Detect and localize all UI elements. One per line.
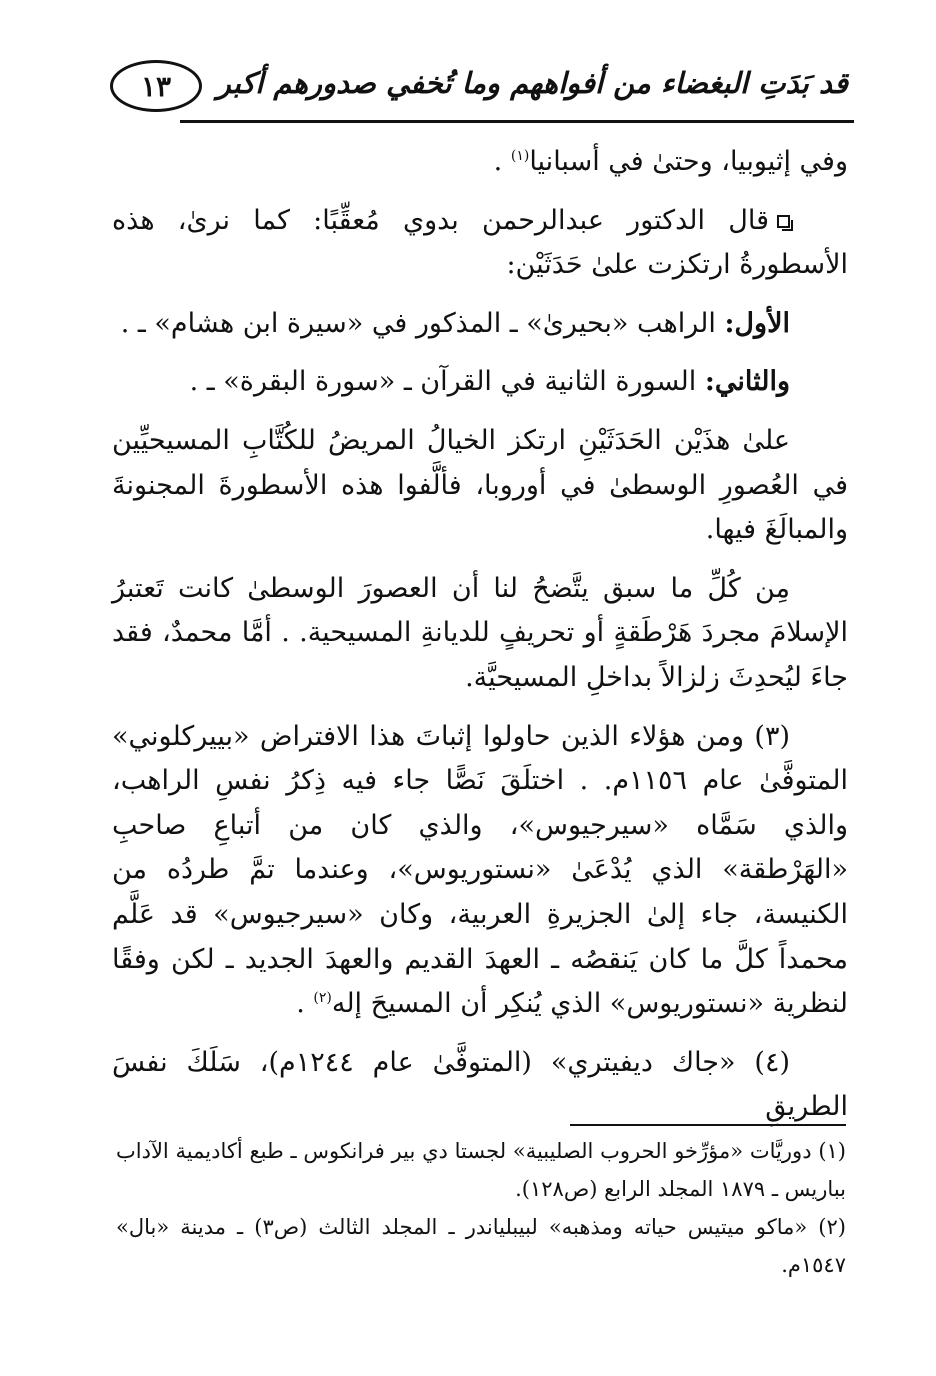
paragraph-6: مِن كُلِّ ما سبق يتَّضحُ لنا أن العصورَ الوسطىٰ كانت تَعتبرُ الإسلامَ مجردَ هَرْطَقةٍ أو تحريفٍ للديانةِ المسيحية. . أمَّا محمدٌ، فقد جاءَ ليُحدِثَ زلزالاً بداخلِ المسيحيَّة. — [112, 572, 848, 693]
footnote-2: (٢) «ماكو ميتيس حياته ومذهبه» لبيبلياندر ـ المجلد الثالث (ص٣) ـ مدينة «بال» ١٥٤٧م. — [116, 1215, 846, 1277]
paragraph-2 — [112, 199, 848, 288]
first-label: الأول: — [724, 307, 790, 339]
footnotes — [116, 1132, 846, 1284]
paragraph-5: علىٰ هذَيْن الحَدَثَيْنِ ارتكز الخيالُ المريضُ للكُتَّابِ المسيحيِّين في العُصورِ الوسطىٰ في أوروبا، فألَّفوا هذه الأسطورةَ المجنونةَ والمبالَغَ فيها. — [112, 424, 848, 546]
paragraph-1 — [112, 140, 848, 185]
main-text — [112, 140, 848, 1130]
header-rule — [180, 120, 854, 123]
paragraph-4 — [112, 360, 848, 405]
running-title: قد بَدَتِ البغضاء من أفواههم وما تُخفي صدورهم أكبر — [216, 66, 848, 100]
paragraph-1-end: . — [493, 146, 511, 177]
footnote-ref-1: (١) — [510, 148, 530, 164]
page-number: ١٣ — [110, 60, 202, 112]
paragraph-2-text: قال الدكتور عبدالرحمن بدوي مُعقِّبًا: كما نرىٰ، هذه الأسطورةُ ارتكزت علىٰ حَدَثَيْن: — [112, 204, 848, 281]
paragraph-1-text: وفي إثيوبيا، وحتىٰ في أسبانيا — [529, 146, 848, 177]
paragraph-7-end: . — [296, 988, 314, 1020]
paragraph-4-text: السورة الثانية في القرآن ـ «سورة البقرة» ـ . — [189, 366, 705, 398]
paragraph-7-text: (٣) ومن هؤلاء الذين حاولوا إثباتَ هذا الافتراض «بييركلوني» المتوفَّىٰ عام ١١٥٦م. . اختلَقَ نَصًّا جاء فيه ذِكرُ نفسِ الراهب، والذي سَمَّاه «سيرجيوس»، والذي كان من أتباعِ صاحبِ «الهَرْطقة» الذي يُدْعَىٰ «نستوريوس»، وعندما تمَّ طردُه من الكنيسة، جاء إلىٰ الجزيرةِ العربية، وكان «سيرجيوس» قد عَلَّم محمداً كلَّ ما كان يَنقصُه ـ العهدَ القديم والعهدَ الجديد ـ لكن وفقًا لنظرية «نستوريوس» الذي يُنكِر أن المسيحَ إله — [112, 720, 848, 1020]
paragraph-7 — [112, 715, 848, 1027]
footnote-ref-2: (٢) — [313, 990, 332, 1007]
paragraph-8: (٤) «جاك ديفيتري» (المتوفَّىٰ عام ١٢٤٤م)، سَلَكَ نفسَ الطريقِ — [112, 1046, 848, 1123]
paragraph-3-text: الراهب «بحيرىٰ» ـ المذكور في «سيرة ابن هشام» ـ . — [120, 307, 725, 339]
page-header — [110, 52, 848, 124]
footnote-rule — [570, 1124, 846, 1126]
second-label: والثاني: — [704, 366, 790, 398]
paragraph-3 — [112, 302, 848, 347]
footnote-1: (١) دوريَّات «مؤرِّخو الحروب الصليبية» لجستا دي بير فرانكوس ـ طبع أكاديمية الآداب بباريس ـ ١٨٧٩ المجلد الرابع (ص١٢٨). — [116, 1139, 846, 1201]
square-bullet-icon — [777, 215, 790, 228]
